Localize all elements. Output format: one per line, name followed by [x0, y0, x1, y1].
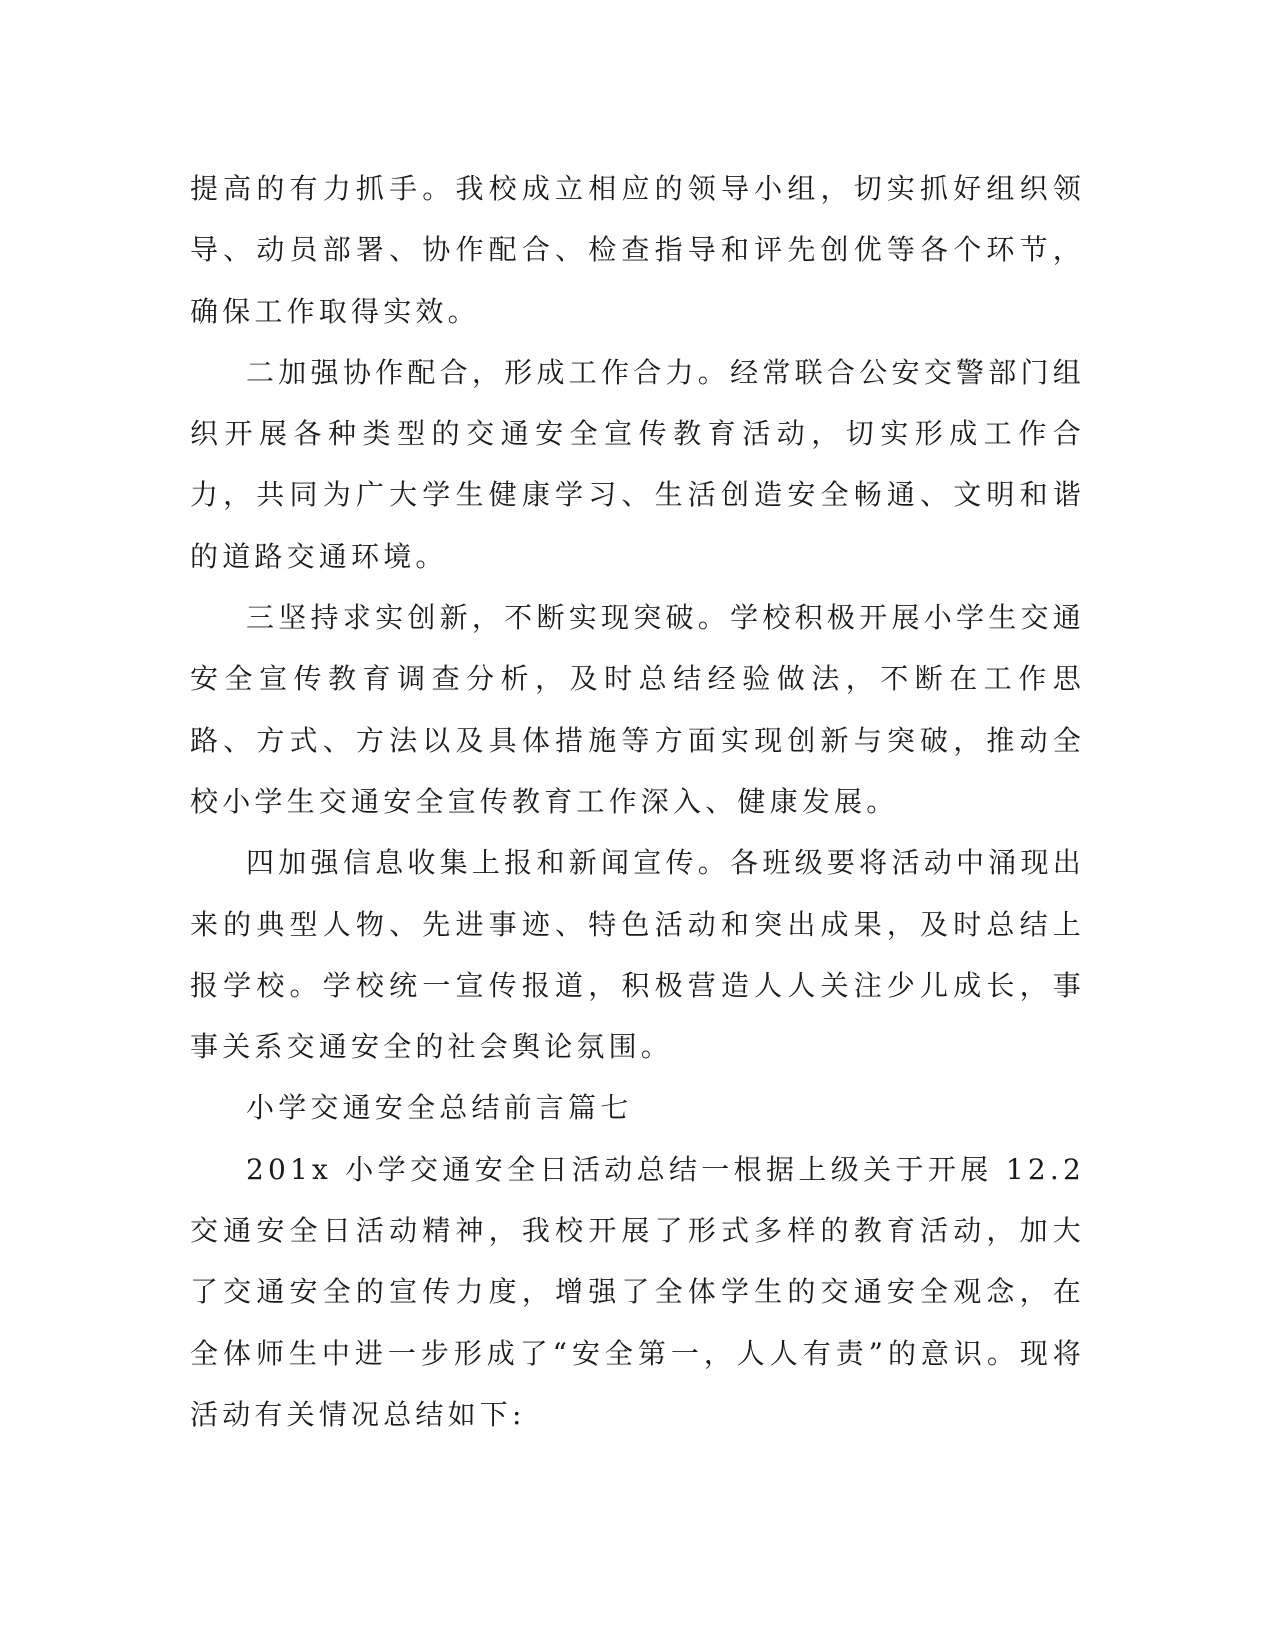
- paragraph-information: 四加强信息收集上报和新闻宣传。各班级要将活动中涌现出来的典型人物、先进事迹、特色活动和突出成果，及时总结上报学校。学校统一宣传报道，积极营造人人关注少儿成长，事事关系交通安全的社会舆论氛围。: [190, 846, 1085, 1064]
- section-heading: 小学交通安全总结前言篇七: [246, 1091, 633, 1125]
- paragraph-summary-intro: 201x 小学交通安全日活动总结一根据上级关于开展 12.2 交通安全日活动精神，我校开展了形式多样的教育活动，加大了交通安全的宣传力度，增强了全体学生的交通安全观念，在全体师生中进一步形成了“安全第一，人人有责”的意识。现将活动有关情况总结如下:: [190, 1152, 1085, 1431]
- paragraph-leadership: 提高的有力抓手。我校成立相应的领导小组，切实抓好组织领导、动员部署、协作配合、检查指导和评先创优等各个环节，确保工作取得实效。: [190, 172, 1085, 328]
- paragraph-innovation: 三坚持求实创新，不断实现突破。学校积极开展小学生交通安全宣传教育调查分析，及时总结经验做法，不断在工作思路、方式、方法以及具体措施等方面实现创新与突破，推动全校小学生交通安全宣传教育工作深入、健康发展。: [190, 601, 1085, 818]
- document-body: [190, 158, 1085, 1445]
- paragraph-cooperation: 二加强协作配合，形成工作合力。经常联合公安交警部门组织开展各种类型的交通安全宣传教育活动，切实形成工作合力，共同为广大学生健康学习、生活创造安全畅通、文明和谐的道路交通环境。: [190, 355, 1085, 573]
